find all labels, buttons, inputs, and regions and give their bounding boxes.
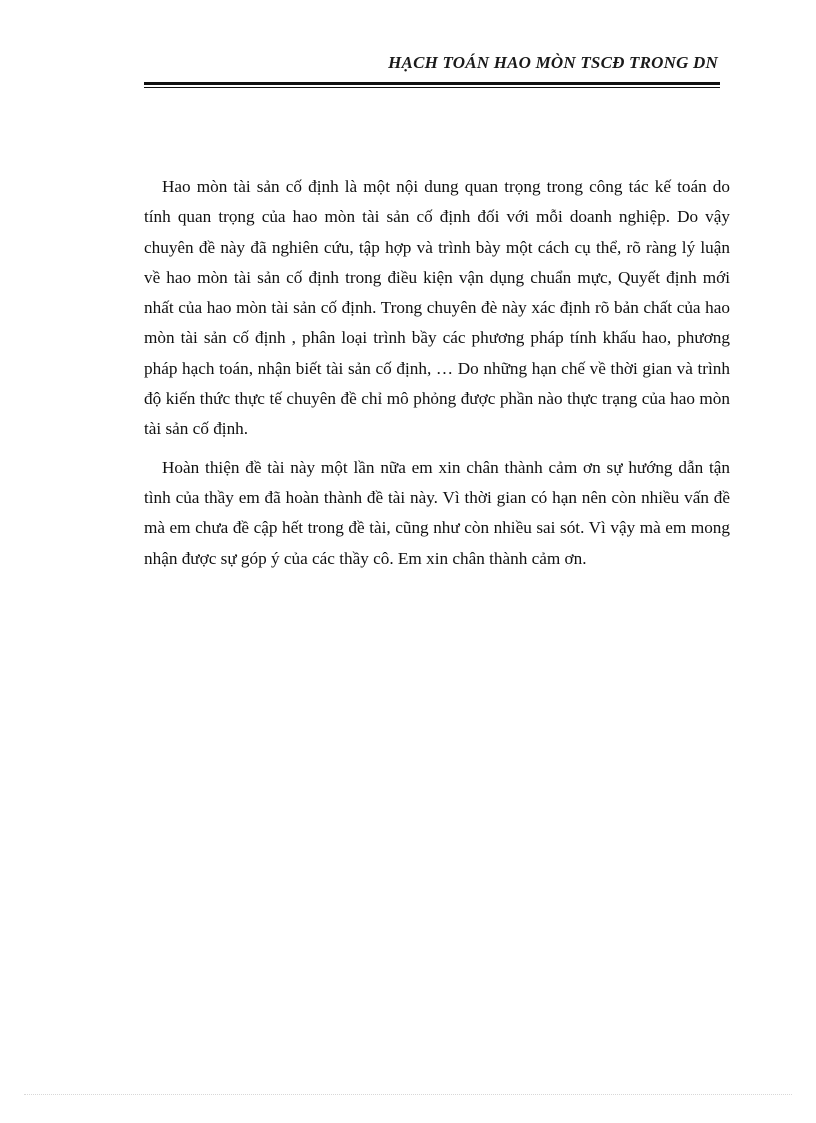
paragraph-acknowledgement: Hoàn thiện đề tài này một lần nữa em xin chân thành cảm ơn sự hướng dẫn tận tình của thầy em đã hoàn thành đề tài này. Vì thời gian có hạn nên còn nhiều vấn đề mà em chưa đề cập hết trong đề tài, cũng như còn nhiều sai sót. Vì vậy mà em mong nhận được sự góp ý của các thầy cô. Em xin chân thành cảm ơn. — [144, 457, 730, 568]
header-title: HẠCH TOÁN HAO MÒN TSCĐ TRONG DN — [388, 53, 718, 72]
page-header — [144, 52, 720, 88]
header-rule-thin — [144, 87, 720, 88]
paragraph-intro: Hao mòn tài sản cố định là một nội dung quan trọng trong công tác kế toán do tính quan trọng của hao mòn tài sản cố định đối với mỗi doanh nghiệp. Do vậy chuyên đề này đã nghiên cứu, tập hợp và trình bày một cách cụ thể, rõ ràng lý luận về hao mòn tài sản cố định trong điều kiện vận dụng chuẩn mực, Quyết định mới nhất của hao mòn tài sản cố định. Trong chuyên đè này xác định rõ bản chất của hao mòn tài sản cố định , phân loại trình bầy các phương pháp tính khấu hao, phương pháp hạch toán, nhận biết tài sản cố định, … Do những hạn chế về thời gian và trình độ kiến thức thực tế chuyên đề chỉ mô phỏng được phần nào thực trạng của hao mòn tài sản cố định. — [144, 177, 730, 439]
document-body — [144, 172, 730, 574]
footer-divider — [24, 1094, 792, 1095]
header-rule-thick — [144, 82, 720, 85]
